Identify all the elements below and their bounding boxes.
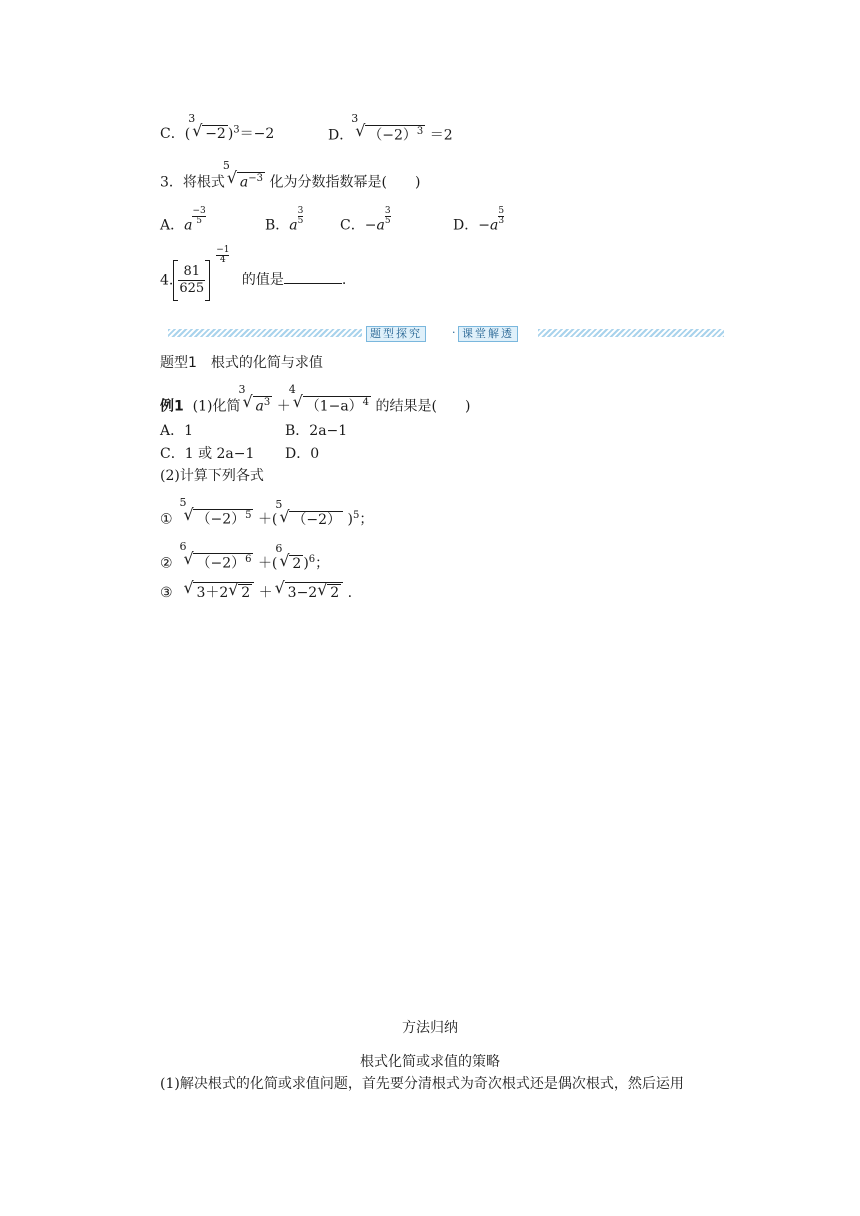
example1-part2: (2)计算下列各式: [160, 468, 264, 484]
radical-sign: 4 √ $(1-a)^4$: [288, 383, 370, 415]
q3-stem: 3．将根式 5 √ $a^{-3}$ 化为分数指数幂是( ): [160, 159, 421, 191]
radical-sign: 5 √ （−2）: [275, 497, 342, 528]
method-subtitle: 根式化简或求值的策略: [360, 1054, 500, 1070]
example1-item2: ② 6 √ $(-2)^6$ ＋( 6 √ 2 )$^6$；: [160, 540, 330, 572]
example1-option-b: B．2a−1: [285, 423, 348, 439]
banner-dot: ·: [452, 326, 456, 339]
radical-sign: 3 √ $(-2)^3$: [351, 112, 424, 144]
radical-sign: 5 √ $(-2)^5$: [179, 496, 252, 528]
method-paragraph: (1)解决根式的化简或求值问题，首先要分清根式为奇次根式还是偶次根式，然后运用: [160, 1076, 684, 1092]
q3-option-d: D．−a $\frac{5}{3}$: [453, 206, 505, 234]
example1-item1: ① 5 √ $(-2)^5$ ＋( 5 √ （−2） )$^5$；: [160, 496, 374, 528]
example1-option-c: C．1 或 2a−1: [160, 446, 255, 462]
example1-item3: ③ √ 3＋2 √ 2 ＋ √ 3−2 √ 2 .: [160, 578, 353, 601]
banner-stripe-left: [168, 329, 362, 337]
fraction-parentheses: $\frac{81}{625}$: [173, 264, 210, 296]
example1-option-d: D．0: [285, 446, 320, 462]
radical-sign: 6 √ $(-2)^6$: [179, 540, 252, 572]
section-banner: [168, 326, 724, 340]
radical-sign: 3 √ $a^3$: [238, 383, 271, 415]
banner-tag-left: 题型探究: [366, 326, 426, 342]
radical-sign: 5 √ $a^{-3}$: [222, 159, 264, 191]
banner-tag-right: 课堂解透: [458, 326, 518, 342]
banner-stripe-right: [538, 329, 724, 337]
q4-stem: 4. $\frac{81}{625}$ $\frac{-1}{4}$ 的值是 .: [160, 245, 347, 296]
radical-sign: √ 3＋2 √ 2: [183, 582, 254, 600]
q3-option-b: B．a $\frac{3}{5}$: [265, 206, 304, 234]
answer-blank[interactable]: [284, 283, 342, 284]
example1-stem: 例1 (1)化简 3 √ $a^3$ ＋ 4 √ $(1-a)^4$ 的结果是( ): [160, 383, 471, 415]
radical-sign: √ 3−2 √ 2: [275, 582, 343, 600]
q3-option-c: C．−a $\frac{3}{5}$: [340, 206, 391, 234]
radical-sign: 3 √ −2: [188, 112, 226, 142]
radical-sign: 6 √ 2: [275, 541, 302, 572]
q2-option-c: C．( 3 √ −2 )$^3$＝−2: [160, 112, 275, 142]
example1-option-a: A．1: [160, 423, 194, 439]
q3-option-a: A．a $\frac{-3}{5}$: [160, 206, 206, 234]
method-title: 方法归纳: [402, 1020, 458, 1036]
section-title: 题型1 根式的化简与求值: [160, 355, 323, 371]
q2-option-d: D． 3 √ $(-2)^3 =2$: [328, 112, 453, 144]
